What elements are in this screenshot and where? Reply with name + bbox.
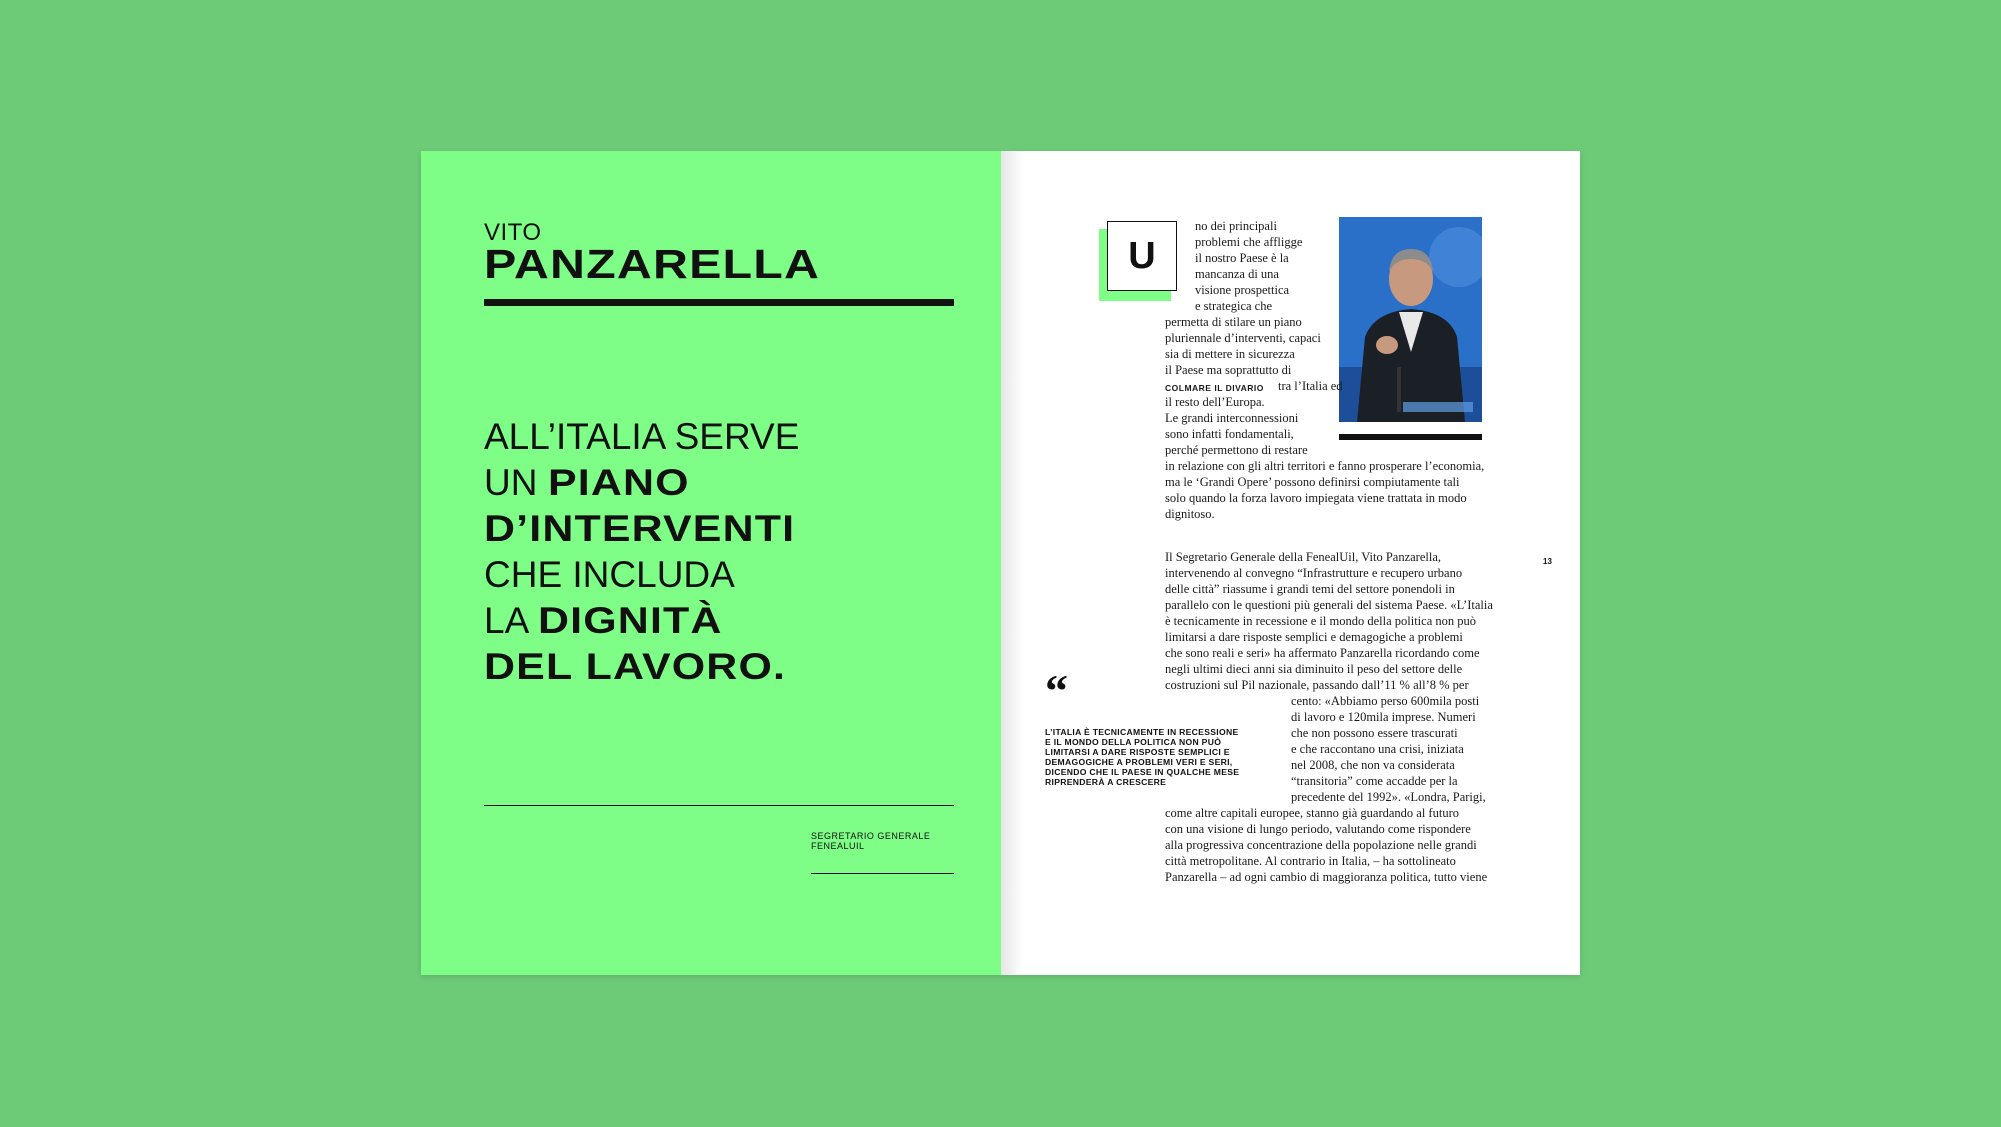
body-line: Panzarella – ad ogni cambio di maggioranza politica, tutto viene <box>1165 870 1488 884</box>
pull-quote-line: LIMITARSI A DARE RISPOSTE SEMPLICI E <box>1045 747 1230 757</box>
quote-mark-icon: “ <box>1045 665 1068 716</box>
left-page <box>421 151 1001 975</box>
body-line: in relazione con gli altri territori e fanno prosperare l’economia, <box>1165 459 1485 473</box>
body-line: “transitoria” come accadde per la <box>1291 774 1458 788</box>
pull-quote-line: L’ITALIA È TECNICAMENTE IN RECESSIONE <box>1045 727 1239 737</box>
headline-line <box>484 598 799 644</box>
body-line: precedente del 1992». «Londra, Parigi, <box>1291 790 1486 804</box>
body-line: problemi che affligge <box>1195 235 1303 249</box>
headline-line <box>484 644 799 690</box>
body-line: come altre capitali europee, stanno già guardando al futuro <box>1165 806 1459 820</box>
body-line: alla progressiva concentrazione della popolazione nelle grandi <box>1165 838 1477 852</box>
right-page <box>1001 151 1580 975</box>
dropcap: U <box>1107 221 1177 291</box>
pull-quote-line: RIPRENDERÀ A CRESCERE <box>1045 777 1167 787</box>
body-line: è tecnicamente in recessione e il mondo della politica non può <box>1165 614 1477 628</box>
headline-thin-text: UN <box>484 462 548 503</box>
author-first-name: VITO <box>484 219 542 246</box>
body-highlight: COLMARE IL DIVARIO <box>1165 383 1264 393</box>
body-line: delle città” riassume i grandi temi del settore ponendoli in <box>1165 582 1455 596</box>
body-line: tra l’Italia ed <box>1278 379 1343 393</box>
author-last-name: PANZARELLA <box>484 241 821 287</box>
body-line: costruzioni sul Pil nazionale, passando dall’11 % all’8 % per <box>1165 678 1469 692</box>
body-line: città metropolitane. Al contrario in Italia, – ha sottolineato <box>1165 854 1456 868</box>
body-line: e strategica che <box>1195 299 1273 313</box>
headline-bold-text: DEL LAVORO. <box>484 646 787 687</box>
body-line: il Paese ma soprattutto di <box>1165 363 1292 377</box>
body-line: no dei principali <box>1195 219 1277 233</box>
body-line: intervenendo al convegno “Infrastrutture e recupero urbano <box>1165 566 1463 580</box>
bottom-rule <box>484 805 954 806</box>
headline-bold-text: D’INTERVENTI <box>484 508 796 549</box>
role-rule <box>811 873 954 874</box>
body-line: parallelo con le questioni più generali del sistema Paese. «L’Italia <box>1165 598 1493 612</box>
body-line: pluriennale d’interventi, capaci <box>1165 331 1321 345</box>
headline-thin-text: ALL’ITALIA SERVE <box>484 416 800 457</box>
body-line: sono infatti fondamentali, <box>1165 427 1294 441</box>
body-line: visione prospettica <box>1195 283 1290 297</box>
headline-line <box>484 552 799 598</box>
headline-line <box>484 460 799 506</box>
pull-quote <box>1045 727 1285 787</box>
body-line: di lavoro e 120mila imprese. Numeri <box>1291 710 1476 724</box>
headline-thin-text: LA <box>484 600 538 641</box>
role-line: SEGRETARIO GENERALE <box>811 831 931 841</box>
role-line: FENEALUIL <box>811 841 865 851</box>
headline <box>484 414 799 690</box>
page-number: 13 <box>1543 557 1552 566</box>
body-line: permetta di stilare un piano <box>1165 315 1302 329</box>
body-line: il resto dell’Europa. <box>1165 395 1265 409</box>
headline-thin-text: CHE INCLUDA <box>484 554 735 595</box>
headline-line <box>484 414 799 460</box>
body-line: sia di mettere in sicurezza <box>1165 347 1295 361</box>
headline-line <box>484 506 799 552</box>
body-line: dignitoso. <box>1165 507 1215 521</box>
body-line: solo quando la forza lavoro impiegata viene trattata in modo <box>1165 491 1467 505</box>
title-rule <box>484 299 954 306</box>
pull-quote-line: DICENDO CHE IL PAESE IN QUALCHE MESE <box>1045 767 1240 777</box>
body-line: che non possono essere trascurati <box>1291 726 1458 740</box>
headline-bold-text: PIANO <box>547 462 690 503</box>
author-role <box>811 831 930 851</box>
body-line: con una visione di lungo periodo, valutando come rispondere <box>1165 822 1471 836</box>
headline-bold-text: DIGNITÀ <box>537 600 723 641</box>
body-line: Le grandi interconnessioni <box>1165 411 1299 425</box>
body-line: Il Segretario Generale della FenealUil, Vito Panzarella, <box>1165 550 1441 564</box>
body-line: cento: «Abbiamo perso 600mila posti <box>1291 694 1480 708</box>
body-line: che sono reali e seri» ha affermato Panzarella ricordando come <box>1165 646 1480 660</box>
body-line: limitarsi a dare risposte semplici e demagogiche a problemi <box>1165 630 1463 644</box>
magazine-spread <box>421 151 1580 975</box>
body-line: nel 2008, che non va considerata <box>1291 758 1455 772</box>
article-body <box>1001 151 1580 975</box>
body-line: e che raccontano una crisi, iniziata <box>1291 742 1464 756</box>
body-line: il nostro Paese è la <box>1195 251 1289 265</box>
pull-quote-line: E IL MONDO DELLA POLITICA NON PUÒ <box>1045 737 1222 747</box>
body-line: perché permettono di restare <box>1165 443 1308 457</box>
body-line: ma le ‘Grandi Opere’ possono definirsi compiutamente tali <box>1165 475 1460 489</box>
body-line: mancanza di una <box>1195 267 1279 281</box>
body-line: negli ultimi dieci anni sia diminuito il peso del settore delle <box>1165 662 1463 676</box>
pull-quote-line: DEMAGOGICHE A PROBLEMI VERI E SERI, <box>1045 757 1233 767</box>
